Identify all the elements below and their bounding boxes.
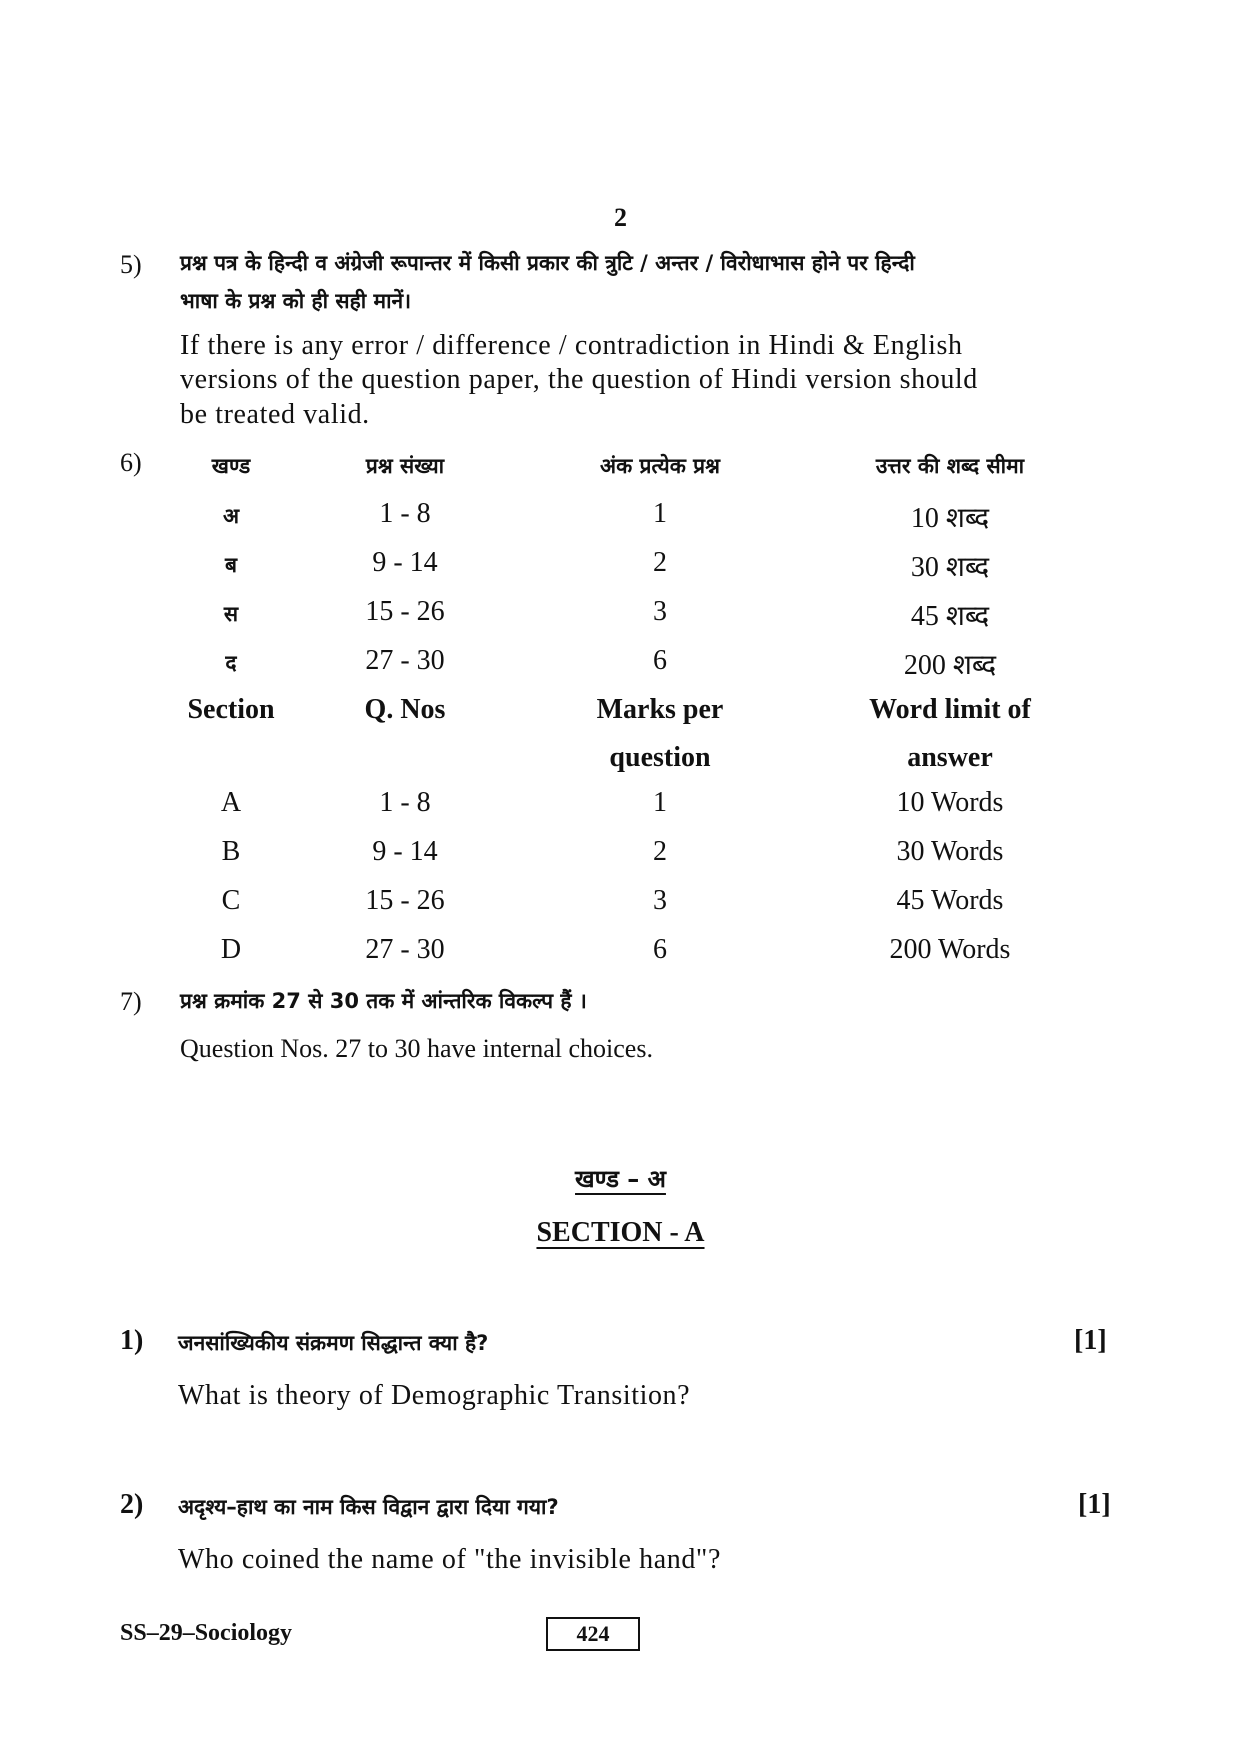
hindi-word-limit-cell: 200 शब्द <box>903 650 997 681</box>
question-2-english: Who coined the name of "the invisible hand"? <box>178 1544 721 1575</box>
question-2-marks: [1] <box>1078 1489 1111 1520</box>
question-1-number: 1) <box>120 1325 144 1356</box>
english-word-limit-cell: 200 Words <box>889 934 1011 965</box>
hindi-qnos-cell: 15 - 26 <box>365 596 445 627</box>
table-row <box>0 596 1241 640</box>
english-table-header-row-2 <box>0 742 1241 786</box>
item-5-english-line-1: If there is any error / difference / contradiction in Hindi & English <box>180 330 963 361</box>
english-marks-cell: 3 <box>653 885 667 916</box>
hindi-qnos-cell: 27 - 30 <box>365 645 445 676</box>
hindi-qnos-cell: 9 - 14 <box>372 547 438 578</box>
english-table-header-row <box>0 694 1241 738</box>
hindi-word-limit-cell: 45 शब्द <box>910 601 990 632</box>
hindi-section-cell: द <box>225 651 237 675</box>
footer-page-box: 424 <box>546 1617 640 1651</box>
english-qnos-cell: 15 - 26 <box>365 885 445 916</box>
item-5-english-line-3: be treated valid. <box>180 399 370 430</box>
english-header-word-limit-line-2: answer <box>907 742 993 773</box>
hindi-marks-cell: 3 <box>653 596 667 627</box>
english-qnos-cell: 9 - 14 <box>372 836 438 867</box>
table-row <box>0 547 1241 591</box>
question-2-hindi: अदृश्य–हाथ का नाम किस विद्वान द्वारा दिया गया? <box>178 1495 559 1519</box>
hindi-table-header-row <box>0 452 1241 496</box>
hindi-marks-cell: 1 <box>653 498 667 529</box>
question-1-hindi: जनसांख्यिकीय संक्रमण सिद्धान्त क्या है? <box>178 1331 489 1355</box>
item-7-hindi: प्रश्न क्रमांक 27 से 30 तक में आंन्तरिक विकल्प हैं । <box>180 989 587 1013</box>
hindi-header-qnos: प्रश्न संख्या <box>365 454 445 478</box>
question-2-number: 2) <box>120 1489 144 1520</box>
item-6-number: 6) <box>120 448 142 477</box>
english-marks-cell: 2 <box>653 836 667 867</box>
item-5-hindi-line-1: प्रश्न पत्र के हिन्दी व अंग्रेजी रूपान्तर में किसी प्रकार की त्रुटि / अन्तर / विरोधाभास होने पर हिन्दी <box>180 251 915 275</box>
section-heading-hindi: खण्ड – अ <box>575 1165 666 1193</box>
english-section-cell: A <box>220 787 242 818</box>
english-word-limit-cell: 45 Words <box>896 885 1004 916</box>
hindi-qnos-cell: 1 - 8 <box>379 498 431 529</box>
hindi-word-limit-cell: 10 शब्द <box>910 503 990 534</box>
english-header-qnos: Q. Nos <box>364 694 446 725</box>
item-7-number: 7) <box>120 987 142 1016</box>
table-row <box>0 787 1241 831</box>
hindi-section-cell: स <box>223 602 239 626</box>
item-5-hindi-line-2: भाषा के प्रश्न को ही सही मानें। <box>180 289 412 313</box>
question-1-marks: [1] <box>1074 1325 1107 1356</box>
english-header-word-limit-line-1: Word limit of <box>869 694 1031 725</box>
hindi-section-cell: अ <box>222 504 240 528</box>
hindi-header-marks: अंक प्रत्येक प्रश्न <box>600 454 720 478</box>
english-qnos-cell: 1 - 8 <box>379 787 431 818</box>
hindi-marks-cell: 6 <box>653 645 667 676</box>
item-7-english: Question Nos. 27 to 30 have internal choices. <box>180 1034 653 1063</box>
english-qnos-cell: 27 - 30 <box>365 934 445 965</box>
hindi-header-word-limit: उत्तर की शब्द सीमा <box>875 454 1025 478</box>
english-section-cell: C <box>221 885 241 916</box>
english-header-marks-line-2: question <box>609 742 711 773</box>
english-word-limit-cell: 30 Words <box>896 836 1004 867</box>
english-marks-cell: 6 <box>653 934 667 965</box>
hindi-header-section: खण्ड <box>211 454 251 478</box>
english-word-limit-cell: 10 Words <box>896 787 1004 818</box>
table-row <box>0 885 1241 929</box>
section-heading-english: SECTION - A <box>536 1217 705 1248</box>
table-row <box>0 836 1241 880</box>
english-header-section: Section <box>187 694 275 725</box>
english-section-cell: D <box>220 934 242 965</box>
question-1-english: What is theory of Demographic Transition? <box>178 1380 691 1411</box>
table-row <box>0 498 1241 542</box>
hindi-section-cell: ब <box>225 553 237 577</box>
hindi-word-limit-cell: 30 शब्द <box>910 552 990 583</box>
page-number: 2 <box>614 203 627 232</box>
table-row <box>0 934 1241 978</box>
footer-subject-code: SS–29–Sociology <box>120 1620 293 1646</box>
table-row <box>0 645 1241 689</box>
english-header-marks-line-1: Marks per <box>596 694 724 725</box>
english-marks-cell: 1 <box>653 787 667 818</box>
hindi-marks-cell: 2 <box>653 547 667 578</box>
english-section-cell: B <box>221 836 241 867</box>
item-5-english-line-2: versions of the question paper, the question of Hindi version should <box>180 364 978 395</box>
item-5-number: 5) <box>120 250 142 279</box>
